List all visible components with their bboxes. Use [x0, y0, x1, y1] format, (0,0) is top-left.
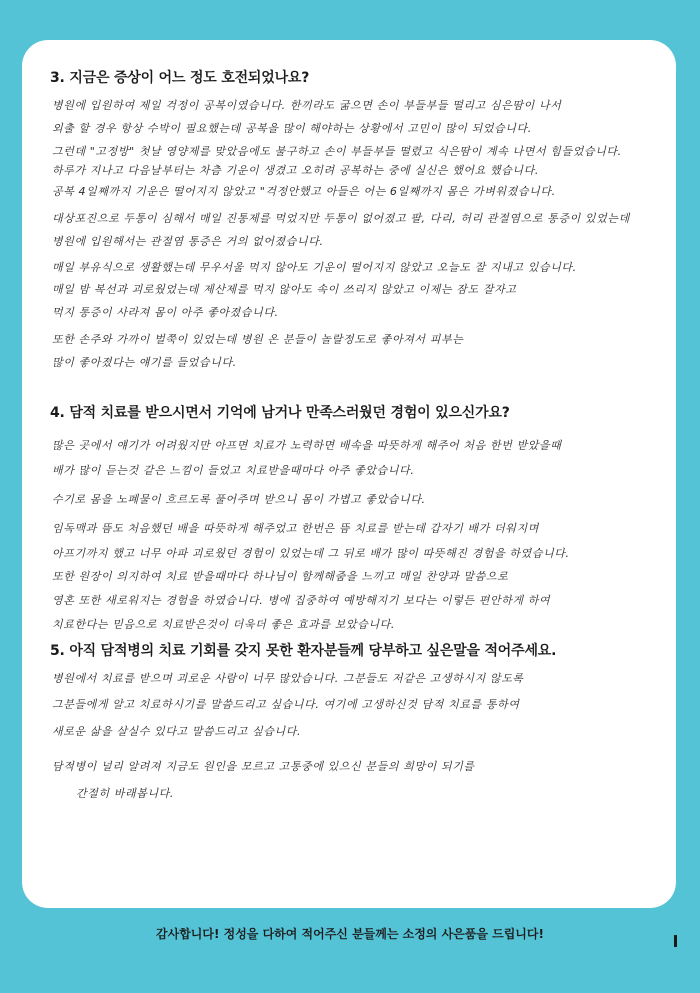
answer-4-line: 수기로 몸을 노폐물이 흐르도록 풀어주며 받으니 몸이 가볍고 좋았습니다. [52, 493, 426, 506]
answer-3-line: 또한 손주와 가까이 벌쭉이 있었는데 병원 온 분들이 놀랄정도로 좋아져서 피부는 [52, 333, 464, 346]
question-3-heading: 3. 지금은 증상이 어느 정도 호전되었나요? [50, 70, 310, 86]
answer-5-line: 병원에서 치료를 받으며 괴로운 사람이 너무 많았습니다. 그분들도 저같은 고생하시지 않도록 [52, 672, 524, 685]
page-edge-mark [674, 935, 677, 947]
answer-3-line: 병원에 입원하여 제일 걱정이 공복이였습니다. 한끼라도 굶으면 손이 부들부들 떨리고 심은땀이 나서 [52, 99, 562, 112]
answer-3-line: 매일 부유식으로 생활했는데 무우서울 먹지 않아도 기운이 떨어지지 않았고 오늘도 잘 지내고 있습니다. [52, 261, 577, 274]
answer-3-line: 많이 좋아졌다는 얘기를 들었습니다. [52, 356, 237, 369]
answer-3-line: 대상포진으로 두통이 심해서 매일 진통제를 먹었지만 두통이 없어졌고 팔, 다리, 허리 관절염으로 통증이 있었는데 [52, 212, 630, 225]
answer-4-line: 치료한다는 믿음으로 치료받은것이 더욱더 좋은 효과를 보았습니다. [52, 618, 396, 631]
answer-4-line: 영혼 또한 새로워지는 경험을 하였습니다. 병에 집중하여 예방해지기 보다는 이렇든 편안하게 하여 [52, 594, 551, 607]
survey-sheet [22, 40, 676, 908]
answer-5-line: 새로운 삶을 살실수 있다고 말씀드리고 싶습니다. [52, 725, 302, 738]
answer-3-line: 하루가 지나고 다음날부터는 차츰 기운이 생겼고 오히려 공복하는 중에 실신은 했어요 했습니다. [52, 164, 539, 177]
answer-3-line: 매일 밤 복선과 괴로웠었는데 제산제를 먹지 않아도 속이 쓰리지 않았고 이제는 잠도 잘자고 [52, 283, 517, 296]
answer-3-line: 먹지 통증이 사라져 몸이 아주 좋아졌습니다. [52, 306, 279, 319]
answer-4-line: 아프기까지 했고 너무 아파 괴로웠던 경험이 있었는데 그 뒤로 배가 많이 따뜻해진 경험을 하였습니다. [52, 547, 570, 560]
answer-3-line: 외출 할 경우 항상 수박이 필요했는데 공복을 많이 해야하는 상황에서 고민이 많이 되었습니다. [52, 122, 532, 135]
answer-3-line: 그런데 "고정방" 첫날 영양제를 맞았음에도 불구하고 손이 부들부들 떨렸고 식은땀이 계속 나면서 힘들었습니다. [52, 145, 622, 158]
question-5-heading: 5. 아직 담적병의 치료 기회를 갖지 못한 환자분들께 당부하고 싶은말을 적어주세요. [50, 643, 557, 659]
answer-4-line: 또한 원장이 의지하여 치료 받을때마다 하나님이 함께해줌을 느끼고 매일 찬양과 말씀으로 [52, 570, 509, 583]
answer-5-line: 담적병이 널리 알려져 지금도 원인을 모르고 고통중에 있으신 분들의 희망이 되기를 [52, 760, 475, 773]
question-4-heading: 4. 담적 치료를 받으시면서 기억에 남거나 만족스러웠던 경험이 있으신가요? [50, 405, 510, 421]
answer-3-line: 병원에 입원해서는 관절염 통증은 거의 없어졌습니다. [52, 235, 324, 248]
answer-4-line: 배가 많이 듣는것 같은 느낌이 들었고 치료받을때마다 아주 좋았습니다. [52, 464, 415, 477]
footer-thanks: 감사합니다! 정성을 다하여 적어주신 분들께는 소정의 사은품을 드립니다! [156, 927, 544, 941]
answer-5-line: 그분들에게 알고 치료하시기를 말씀드리고 싶습니다. 여기에 고생하신것 담적 치료를 통하여 [52, 698, 520, 711]
answer-4-line: 많은 곳에서 얘기가 어려웠지만 아프면 치료가 노력하면 배속을 따뜻하게 해주어 처음 한번 받았을때 [52, 439, 562, 452]
answer-5-line: 간절히 바래봅니다. [76, 787, 175, 800]
answer-4-line: 임독맥과 뜸도 처음했던 배을 따뜻하게 해주었고 한번은 뜸 치료를 받는데 갑자기 배가 더워지며 [52, 522, 539, 535]
answer-3-line: 공복 4일째까지 기운은 떨어지지 않았고 "걱정안했고 아들은 어는 6일째까지 몸은 가벼워졌습니다. [52, 185, 556, 198]
